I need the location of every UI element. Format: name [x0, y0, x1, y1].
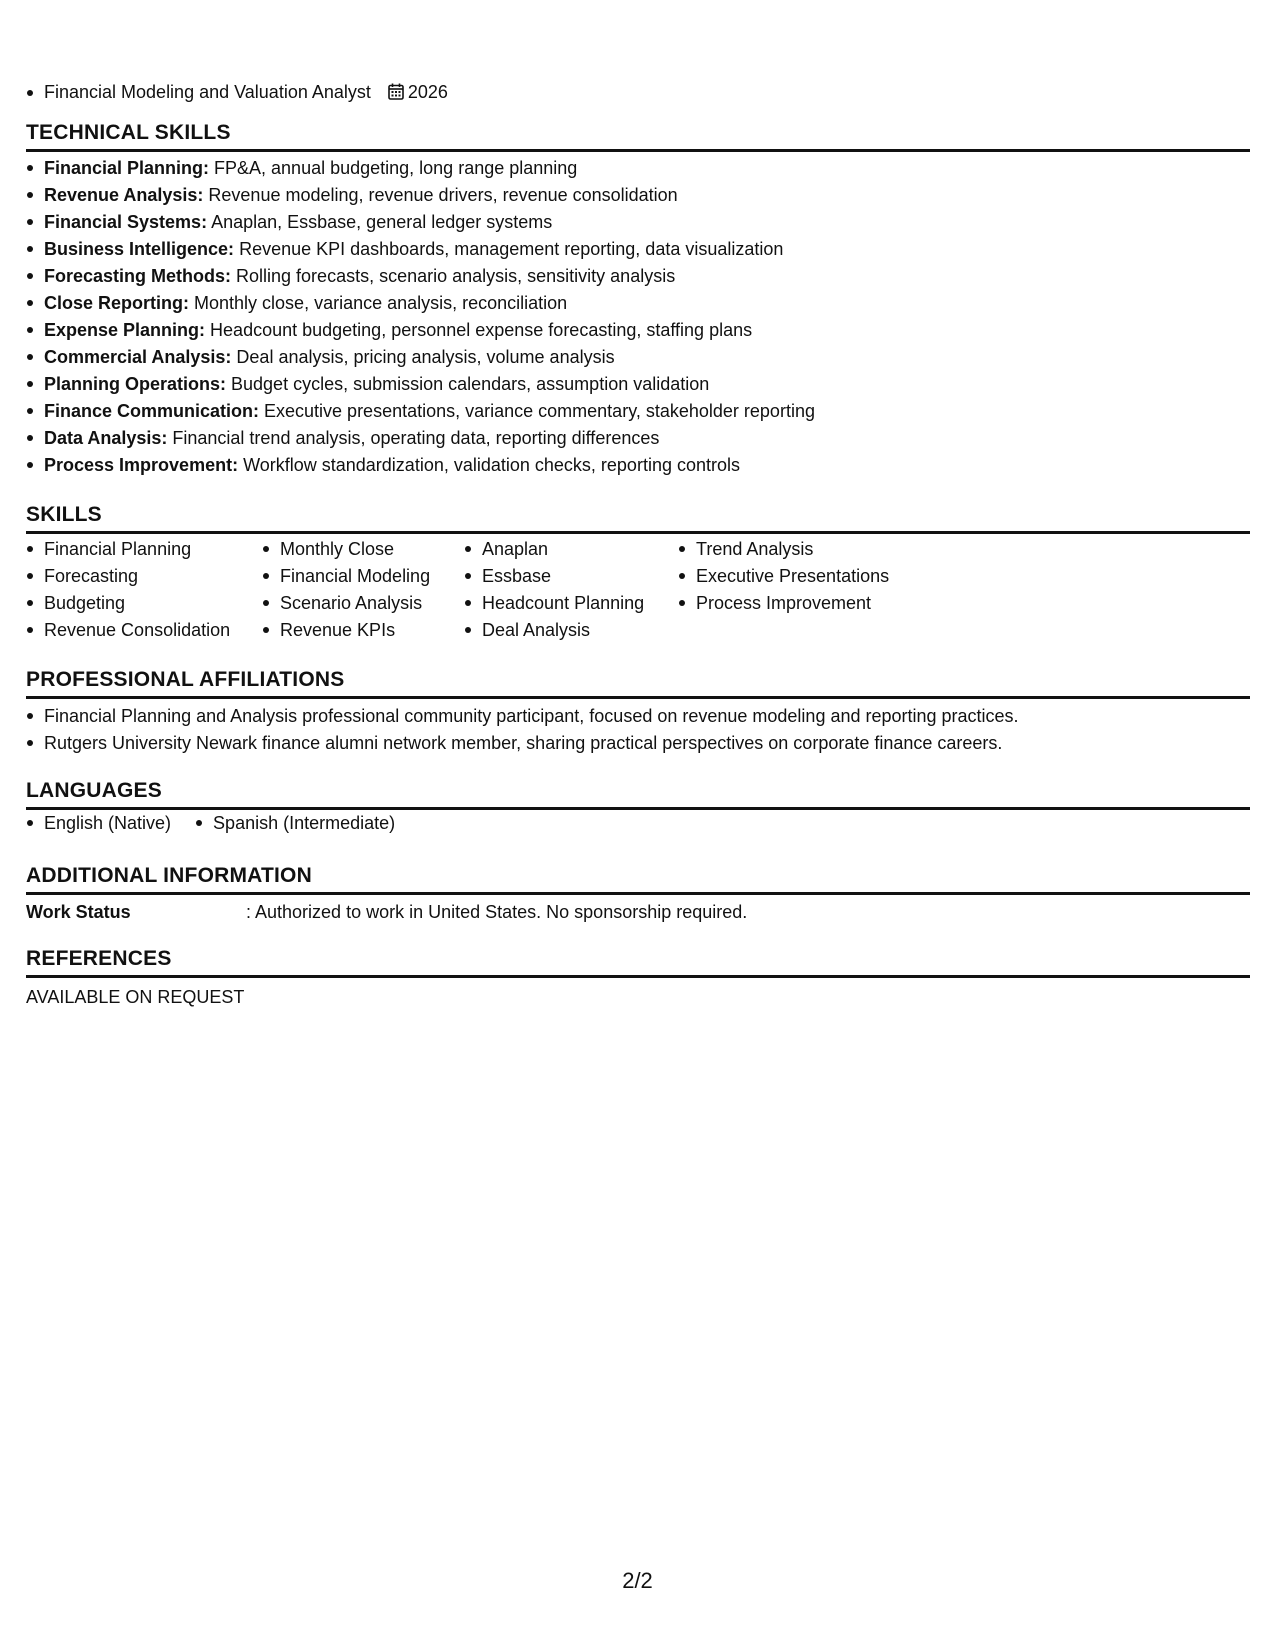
list-item: Close Reporting: Monthly close, variance analysis, reconciliation	[26, 290, 1250, 317]
work-status-value: : Authorized to work in United States. No sponsorship required.	[246, 902, 748, 922]
list-item: Trend Analysis	[678, 536, 918, 563]
list-item: Forecasting	[26, 563, 262, 590]
list-item: Revenue Analysis: Revenue modeling, revenue drivers, revenue consolidation	[26, 182, 1250, 209]
list-item: Commercial Analysis: Deal analysis, pricing analysis, volume analysis	[26, 344, 1250, 371]
section-title: TECHNICAL SKILLS	[26, 121, 231, 144]
list-item: Anaplan	[464, 536, 678, 563]
skills-column	[678, 536, 918, 644]
certification-list	[26, 80, 448, 106]
skills-column	[26, 536, 262, 644]
section-divider	[26, 892, 1250, 895]
list-item: Revenue KPIs	[262, 617, 464, 644]
list-item: Scenario Analysis	[262, 590, 464, 617]
list-item: Business Intelligence: Revenue KPI dashboards, management reporting, data visualization	[26, 236, 1250, 263]
list-item: Executive Presentations	[678, 563, 918, 590]
skills-column	[464, 536, 678, 644]
certification-item	[26, 80, 448, 106]
section-divider	[26, 531, 1250, 534]
list-item: Revenue Consolidation	[26, 617, 262, 644]
skills-section	[26, 502, 1250, 644]
list-item: Headcount Planning	[464, 590, 678, 617]
section-divider	[26, 149, 1250, 152]
section-title: SKILLS	[26, 503, 102, 526]
list-item: Financial Modeling	[262, 563, 464, 590]
additional-info-section	[26, 863, 1250, 925]
section-divider	[26, 975, 1250, 978]
list-item: Finance Communication: Executive presentations, variance commentary, stakeholder reporting	[26, 398, 1250, 425]
certification-year: 2026	[407, 82, 448, 102]
section-divider	[26, 696, 1250, 699]
list-item: Data Analysis: Financial trend analysis, operating data, reporting differences	[26, 425, 1250, 452]
section-title: REFERENCES	[26, 947, 172, 970]
languages-list	[26, 810, 1250, 837]
list-item: Financial Planning and Analysis professional community participant, focused on revenue modeling and reporting practices.	[26, 703, 1250, 730]
list-item: Spanish (Intermediate)	[195, 810, 395, 837]
list-item: Planning Operations: Budget cycles, submission calendars, assumption validation	[26, 371, 1250, 398]
technical-skills-section	[26, 120, 1250, 479]
references-text: AVAILABLE ON REQUEST	[26, 987, 245, 1007]
calendar-icon	[388, 82, 404, 106]
section-title: LANGUAGES	[26, 779, 162, 802]
certification-title: Financial Modeling and Valuation Analyst	[44, 82, 371, 102]
list-item: Deal Analysis	[464, 617, 678, 644]
section-title: PROFESSIONAL AFFILIATIONS	[26, 668, 345, 691]
list-item: English (Native)	[26, 810, 171, 837]
list-item: Process Improvement	[678, 590, 918, 617]
skills-grid	[26, 536, 1250, 644]
list-item: Financial Systems: Anaplan, Essbase, general ledger systems	[26, 209, 1250, 236]
technical-skills-list	[26, 155, 1250, 479]
list-item: Essbase	[464, 563, 678, 590]
list-item: Budgeting	[26, 590, 262, 617]
list-item: Expense Planning: Headcount budgeting, personnel expense forecasting, staffing plans	[26, 317, 1250, 344]
work-status-label: Work Status	[26, 902, 131, 922]
page-number: 2/2	[622, 1568, 653, 1593]
affiliations-list	[26, 703, 1250, 757]
affiliations-section	[26, 667, 1250, 757]
languages-section	[26, 778, 1250, 837]
list-item: Forecasting Methods: Rolling forecasts, scenario analysis, sensitivity analysis	[26, 263, 1250, 290]
section-title: ADDITIONAL INFORMATION	[26, 864, 312, 887]
work-status-row	[26, 899, 1250, 925]
list-item: Financial Planning: FP&A, annual budgeting, long range planning	[26, 155, 1250, 182]
list-item: Rutgers University Newark finance alumni network member, sharing practical perspectives on corporate finance careers.	[26, 730, 1250, 757]
list-item: Financial Planning	[26, 536, 262, 563]
skills-column	[262, 536, 464, 644]
list-item: Process Improvement: Workflow standardization, validation checks, reporting controls	[26, 452, 1250, 479]
list-item: Monthly Close	[262, 536, 464, 563]
references-section	[26, 946, 1250, 1010]
